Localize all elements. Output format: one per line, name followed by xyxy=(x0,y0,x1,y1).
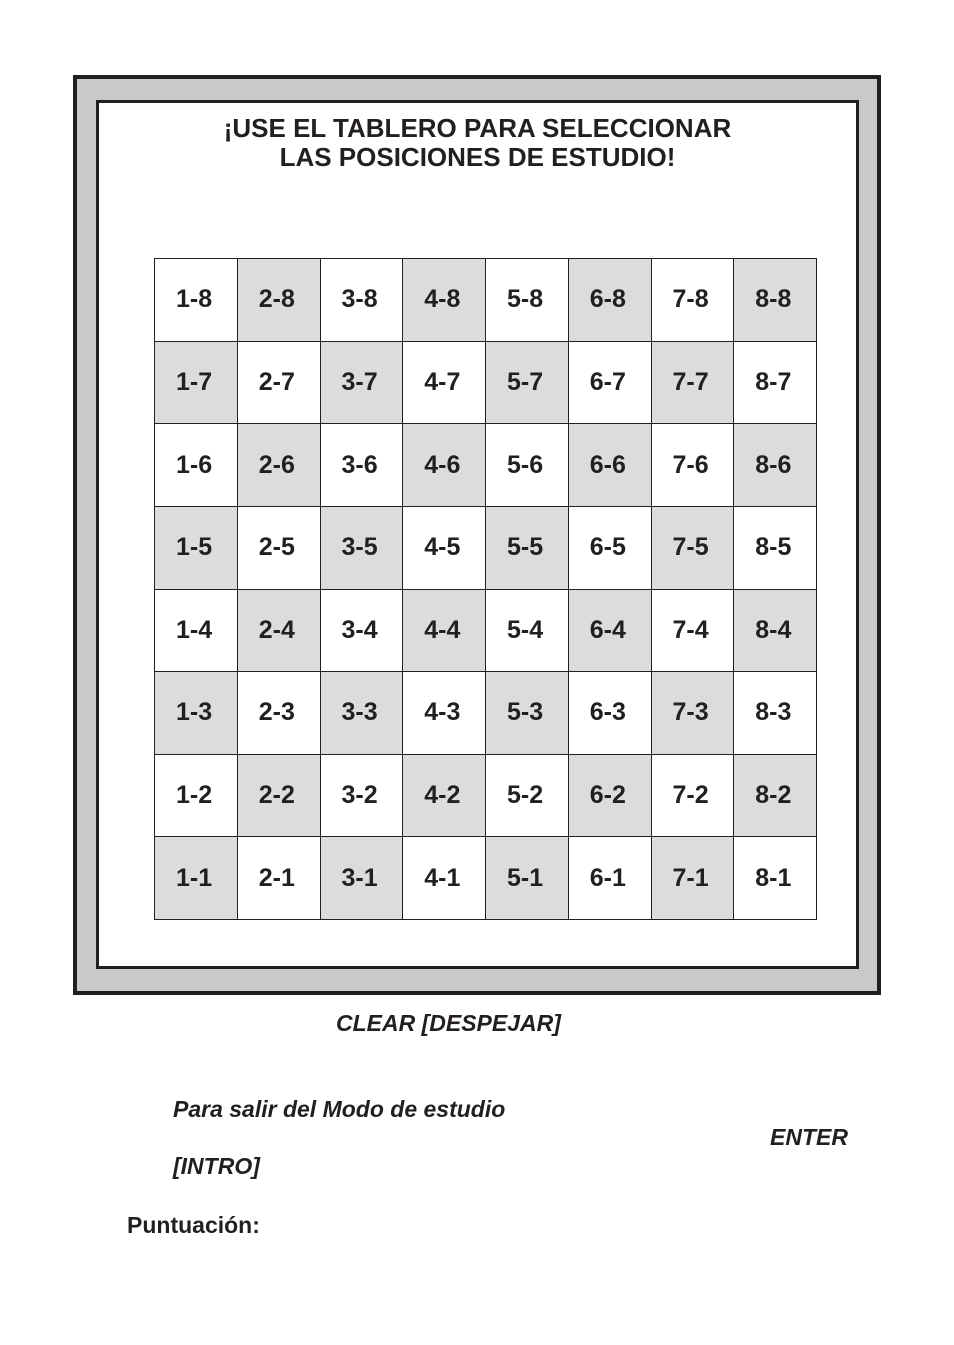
board-square-7-6[interactable]: 7-6 xyxy=(651,424,734,507)
board-square-6-4[interactable]: 6-4 xyxy=(568,589,651,672)
board-square-1-8[interactable]: 1-8 xyxy=(155,259,238,342)
board-rank-row xyxy=(155,424,817,507)
board-square-2-8[interactable]: 2-8 xyxy=(237,259,320,342)
board-square-1-1[interactable]: 1-1 xyxy=(155,837,238,920)
board-square-4-4[interactable]: 4-4 xyxy=(403,589,486,672)
board-square-5-2[interactable]: 5-2 xyxy=(486,754,569,837)
clear-key-label: CLEAR [DESPEJAR] xyxy=(336,1010,561,1036)
board-square-3-8[interactable]: 3-8 xyxy=(320,259,403,342)
board-square-1-4[interactable]: 1-4 xyxy=(155,589,238,672)
board-square-5-5[interactable]: 5-5 xyxy=(486,506,569,589)
board-square-3-7[interactable]: 3-7 xyxy=(320,341,403,424)
board-square-5-4[interactable]: 5-4 xyxy=(486,589,569,672)
board-square-6-1[interactable]: 6-1 xyxy=(568,837,651,920)
board-square-7-5[interactable]: 7-5 xyxy=(651,506,734,589)
board-square-6-8[interactable]: 6-8 xyxy=(568,259,651,342)
board-square-6-3[interactable]: 6-3 xyxy=(568,672,651,755)
board-square-3-2[interactable]: 3-2 xyxy=(320,754,403,837)
board-square-7-2[interactable]: 7-2 xyxy=(651,754,734,837)
board-square-2-2[interactable]: 2-2 xyxy=(237,754,320,837)
board-rank-row xyxy=(155,259,817,342)
board-square-1-2[interactable]: 1-2 xyxy=(155,754,238,837)
board-square-2-7[interactable]: 2-7 xyxy=(237,341,320,424)
board-square-6-6[interactable]: 6-6 xyxy=(568,424,651,507)
board-square-4-3[interactable]: 4-3 xyxy=(403,672,486,755)
board-square-4-7[interactable]: 4-7 xyxy=(403,341,486,424)
board-square-3-1[interactable]: 3-1 xyxy=(320,837,403,920)
board-square-5-7[interactable]: 5-7 xyxy=(486,341,569,424)
board-square-6-7[interactable]: 6-7 xyxy=(568,341,651,424)
board-square-3-3[interactable]: 3-3 xyxy=(320,672,403,755)
board-title xyxy=(96,114,859,172)
board-square-4-6[interactable]: 4-6 xyxy=(403,424,486,507)
board-rank-row xyxy=(155,754,817,837)
board-rank-row xyxy=(155,506,817,589)
board-square-8-2[interactable]: 8-2 xyxy=(734,754,817,837)
board-square-8-5[interactable]: 8-5 xyxy=(734,506,817,589)
board-square-3-5[interactable]: 3-5 xyxy=(320,506,403,589)
chess-board-grid xyxy=(154,258,817,920)
score-label: Puntuación: xyxy=(127,1212,260,1238)
board-square-4-1[interactable]: 4-1 xyxy=(403,837,486,920)
enter-key-label: ENTER xyxy=(770,1124,848,1150)
board-square-2-5[interactable]: 2-5 xyxy=(237,506,320,589)
board-square-5-3[interactable]: 5-3 xyxy=(486,672,569,755)
board-rank-row xyxy=(155,672,817,755)
board-square-2-1[interactable]: 2-1 xyxy=(237,837,320,920)
board-square-8-4[interactable]: 8-4 xyxy=(734,589,817,672)
board-square-8-3[interactable]: 8-3 xyxy=(734,672,817,755)
board-title-line1: ¡USE EL TABLERO PARA SELECCIONAR xyxy=(223,113,732,143)
board-square-4-5[interactable]: 4-5 xyxy=(403,506,486,589)
board-rank-row xyxy=(155,589,817,672)
board-square-7-8[interactable]: 7-8 xyxy=(651,259,734,342)
board-square-7-3[interactable]: 7-3 xyxy=(651,672,734,755)
board-square-2-4[interactable]: 2-4 xyxy=(237,589,320,672)
board-square-5-1[interactable]: 5-1 xyxy=(486,837,569,920)
board-square-1-3[interactable]: 1-3 xyxy=(155,672,238,755)
board-square-2-3[interactable]: 2-3 xyxy=(237,672,320,755)
board-square-7-1[interactable]: 7-1 xyxy=(651,837,734,920)
board-square-1-7[interactable]: 1-7 xyxy=(155,341,238,424)
board-square-1-5[interactable]: 1-5 xyxy=(155,506,238,589)
board-rank-row xyxy=(155,341,817,424)
board-square-4-8[interactable]: 4-8 xyxy=(403,259,486,342)
board-square-6-5[interactable]: 6-5 xyxy=(568,506,651,589)
board-square-4-2[interactable]: 4-2 xyxy=(403,754,486,837)
board-square-3-6[interactable]: 3-6 xyxy=(320,424,403,507)
board-square-7-4[interactable]: 7-4 xyxy=(651,589,734,672)
board-rank-row xyxy=(155,837,817,920)
exit-study-mode-text: Para salir del Modo de estudio xyxy=(173,1096,506,1122)
board-square-1-6[interactable]: 1-6 xyxy=(155,424,238,507)
board-square-8-7[interactable]: 8-7 xyxy=(734,341,817,424)
board-title-line2: LAS POSICIONES DE ESTUDIO! xyxy=(279,142,676,172)
board-square-8-1[interactable]: 8-1 xyxy=(734,837,817,920)
board-square-7-7[interactable]: 7-7 xyxy=(651,341,734,424)
board-square-8-8[interactable]: 8-8 xyxy=(734,259,817,342)
board-square-6-2[interactable]: 6-2 xyxy=(568,754,651,837)
board-square-8-6[interactable]: 8-6 xyxy=(734,424,817,507)
board-square-5-6[interactable]: 5-6 xyxy=(486,424,569,507)
board-body xyxy=(155,259,817,920)
intro-key-label: [INTRO] xyxy=(173,1153,260,1179)
board-square-5-8[interactable]: 5-8 xyxy=(486,259,569,342)
board-square-2-6[interactable]: 2-6 xyxy=(237,424,320,507)
board-square-3-4[interactable]: 3-4 xyxy=(320,589,403,672)
